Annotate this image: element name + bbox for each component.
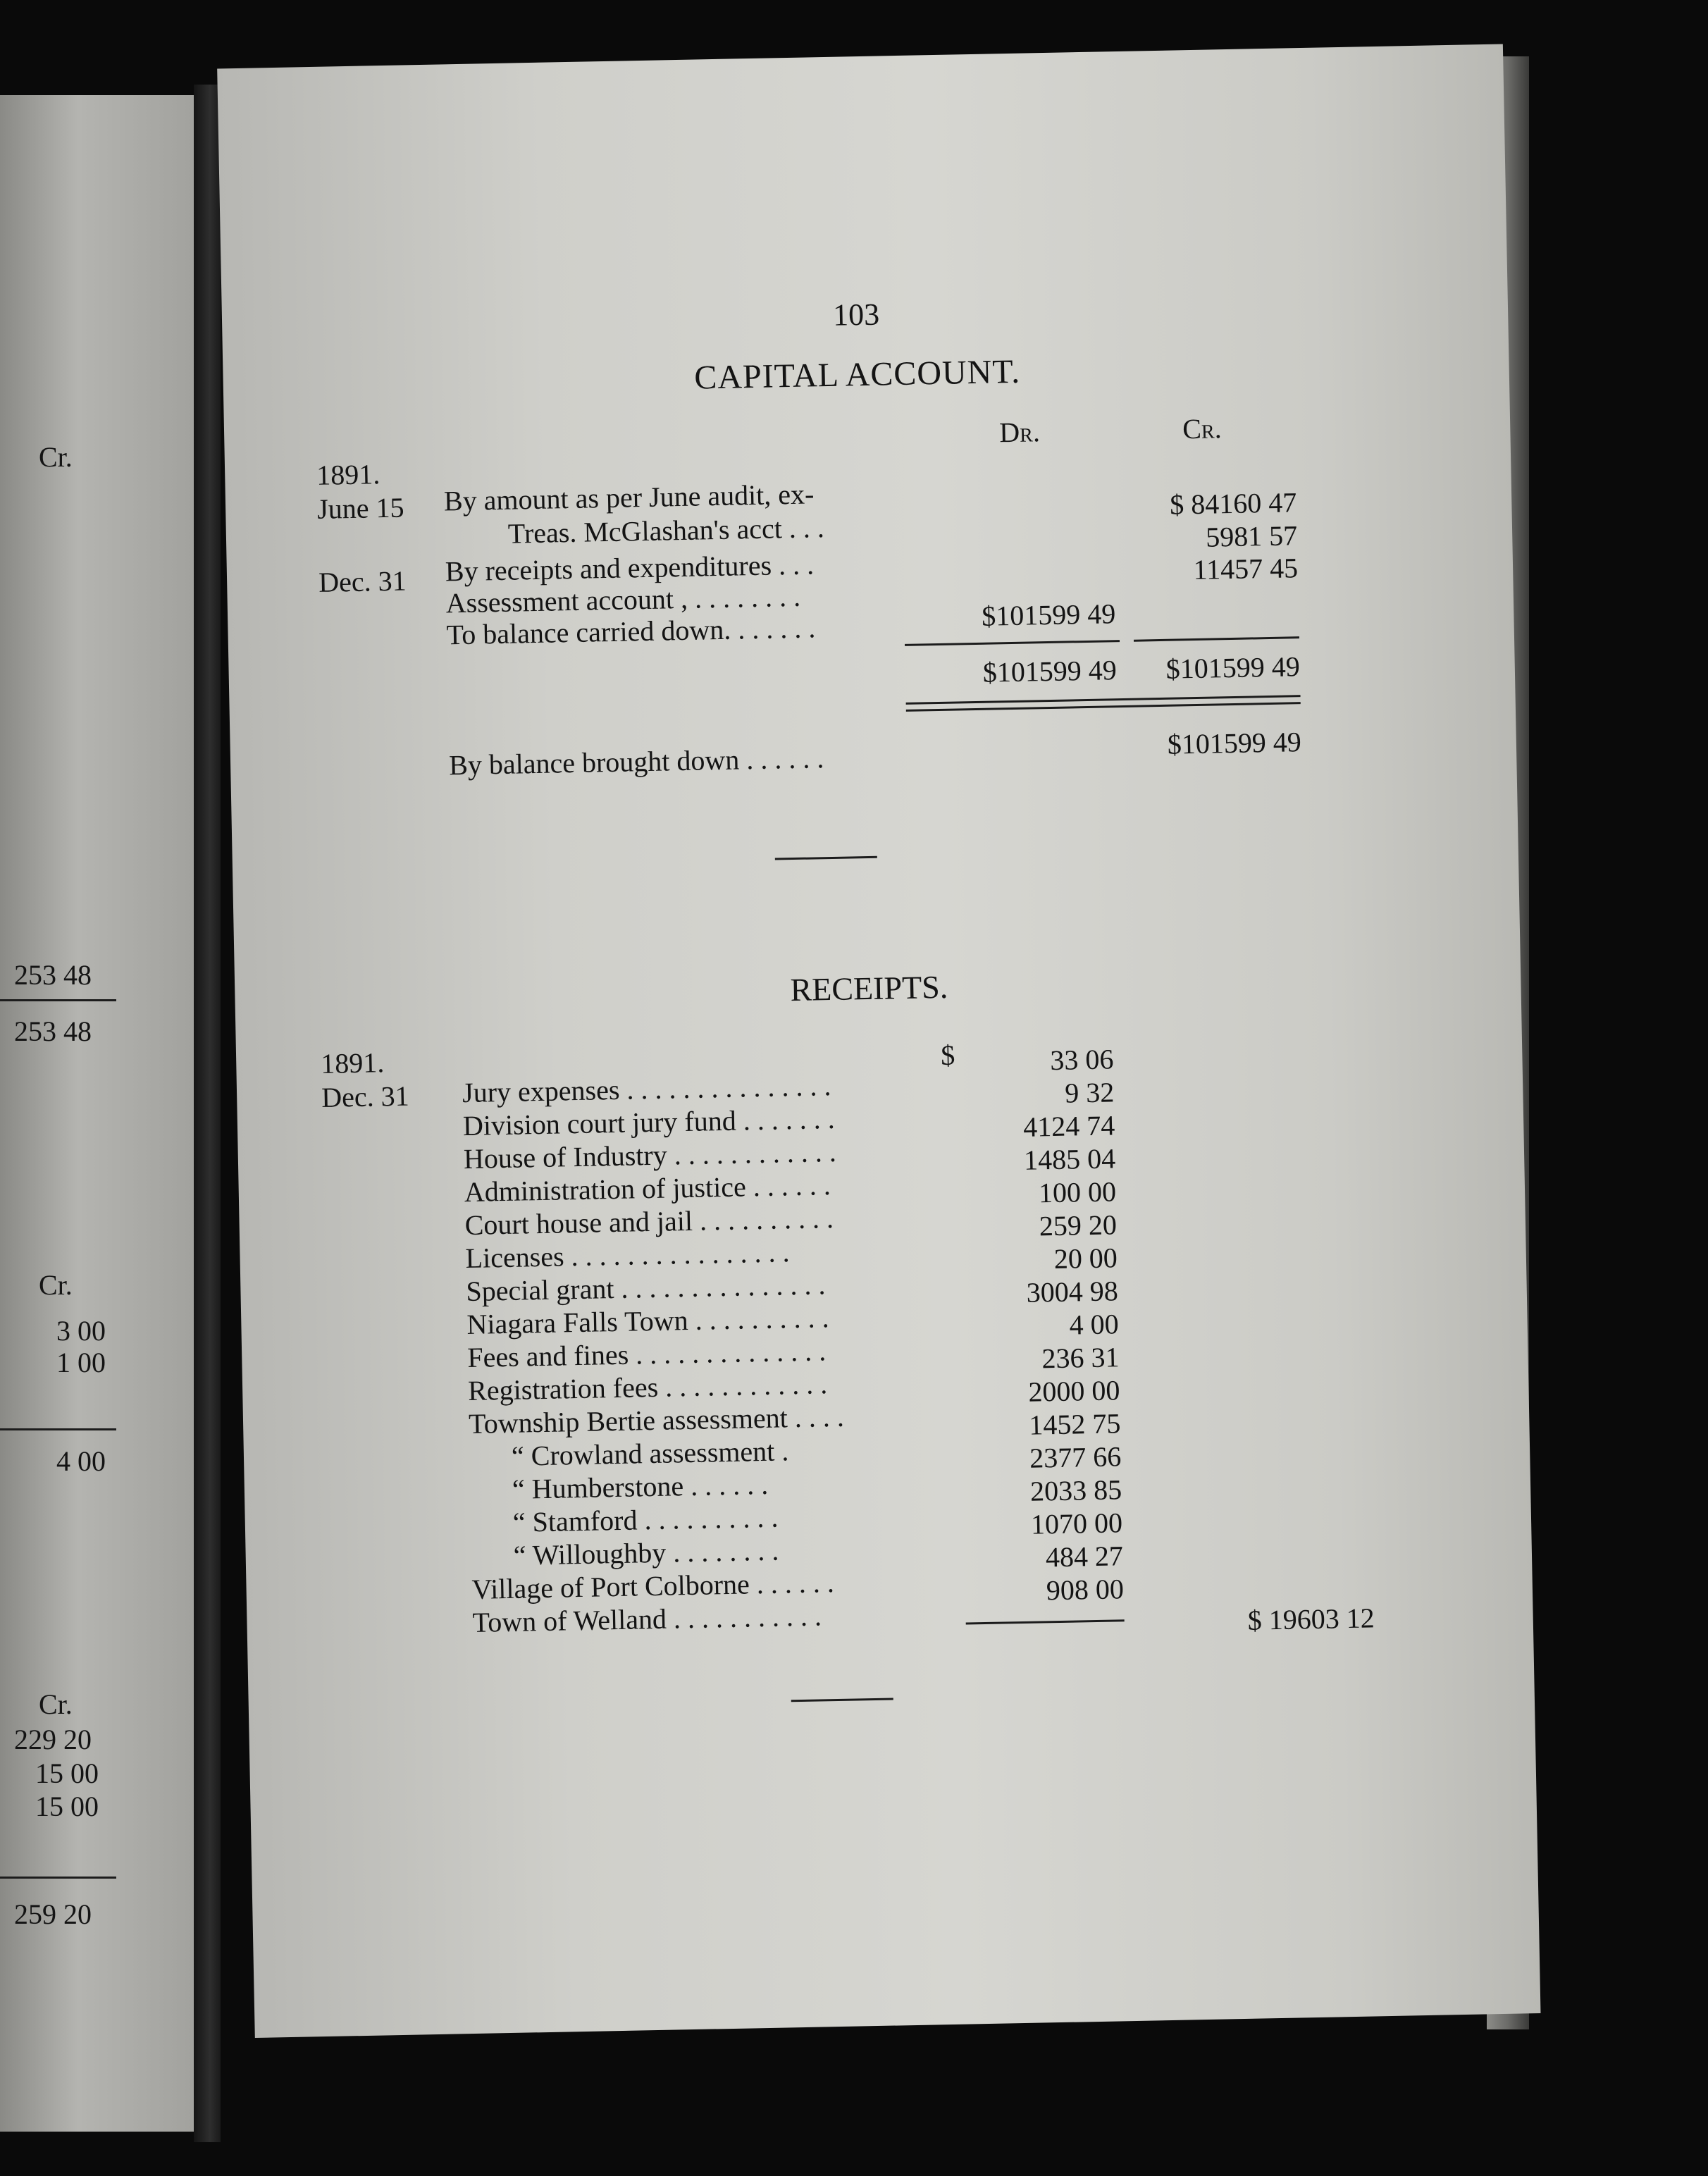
capital-account-title: CAPITAL ACCOUNT. xyxy=(693,352,1021,397)
entry-text: To balance carried down. . . . . . . xyxy=(446,612,816,651)
dr-column-heading: Dr. xyxy=(998,416,1041,449)
balance-text: By balance brought down . . . . . . xyxy=(448,742,824,781)
left-rule xyxy=(0,1877,116,1879)
receipts-subtotal-rule xyxy=(966,1619,1125,1624)
cr-amount: 11457 45 xyxy=(1193,552,1299,586)
entry-date: June 15 xyxy=(316,491,404,525)
receipt-label: Court house and jail . . . . . . . . . . xyxy=(464,1202,834,1242)
page-103 xyxy=(217,44,1540,2038)
left-amount: 1 00 xyxy=(56,1347,106,1378)
receipt-amount: 908 00 xyxy=(1046,1573,1125,1607)
receipt-label: Licenses . . . . . . . . . . . . . . . . xyxy=(465,1236,790,1275)
page-number: 103 xyxy=(832,297,880,333)
cr-amount: 5981 57 xyxy=(1205,519,1298,553)
book-gutter xyxy=(194,85,221,2142)
left-rule xyxy=(0,999,116,1001)
receipt-label: Town of Welland . . . . . . . . . . . xyxy=(472,1600,822,1638)
receipts-date: Dec. 31 xyxy=(321,1080,410,1113)
left-cr-heading-3: Cr. xyxy=(39,1688,73,1720)
capital-year: 1891. xyxy=(316,458,380,491)
dr-total: $101599 49 xyxy=(982,654,1118,688)
receipt-label: Jury expenses . . . . . . . . . . . . . . . xyxy=(462,1070,831,1109)
left-cr-heading-1: Cr. xyxy=(39,441,73,473)
section-divider xyxy=(791,1698,893,1702)
left-amount: 3 00 xyxy=(56,1315,106,1347)
left-amount: 15 00 xyxy=(35,1757,99,1789)
receipt-label: Township Bertie assessment . . . . xyxy=(468,1400,845,1440)
left-page xyxy=(0,95,194,2132)
balance-cr-amount: $101599 49 xyxy=(1167,726,1302,760)
left-amount: 253 48 xyxy=(14,959,92,991)
receipt-amount: 236 31 xyxy=(1041,1341,1120,1375)
receipt-amount: 1070 00 xyxy=(1030,1507,1123,1540)
left-amount: 4 00 xyxy=(56,1445,106,1477)
dr-amount: $101599 49 xyxy=(981,598,1116,632)
receipt-label: Registration fees . . . . . . . . . . . . xyxy=(467,1368,828,1407)
receipt-label: “ Willoughby . . . . . . . . xyxy=(513,1534,779,1571)
double-rule xyxy=(906,695,1301,712)
entry-date: Dec. 31 xyxy=(318,564,407,598)
entry-text: By receipts and expenditures . . . xyxy=(445,548,815,588)
receipt-amount: 33 06 xyxy=(1049,1043,1114,1077)
receipt-label: “ Humberstone . . . . . . xyxy=(512,1468,769,1505)
receipt-amount: 3004 98 xyxy=(1026,1275,1119,1309)
receipt-label: “ Crowland assessment . xyxy=(511,1435,789,1472)
receipt-amount: 2033 85 xyxy=(1029,1473,1122,1507)
receipt-amount: 259 20 xyxy=(1039,1208,1118,1242)
receipt-amount: 1452 75 xyxy=(1028,1407,1121,1441)
cr-subtotal-rule xyxy=(1134,636,1299,642)
receipt-amount: 1485 04 xyxy=(1023,1142,1116,1176)
left-amount: 253 48 xyxy=(14,1015,92,1047)
dr-subtotal-rule xyxy=(905,640,1120,646)
receipt-amount: 2377 66 xyxy=(1029,1440,1122,1474)
receipts-dollar-sign: $ xyxy=(940,1039,955,1072)
entry-text: By amount as per June audit, ex- xyxy=(443,478,815,517)
receipt-amount: 100 00 xyxy=(1038,1175,1117,1209)
receipt-amount: 484 27 xyxy=(1045,1540,1124,1574)
cr-amount: $ 84160 47 xyxy=(1169,486,1297,521)
receipt-amount: 2000 00 xyxy=(1027,1374,1120,1408)
receipt-label: Special grant . . . . . . . . . . . . . . . xyxy=(466,1268,826,1308)
receipt-label: Village of Port Colborne . . . . . . xyxy=(471,1566,835,1605)
receipt-label: Administration of justice . . . . . . xyxy=(464,1169,831,1208)
receipt-label: Niagara Falls Town . . . . . . . . . . xyxy=(466,1302,829,1341)
receipts-total: $ 19603 12 xyxy=(1247,1602,1375,1636)
receipt-amount: 4124 74 xyxy=(1022,1109,1115,1143)
receipts-title: RECEIPTS. xyxy=(790,968,948,1008)
receipt-amount: 4 00 xyxy=(1069,1308,1120,1341)
cr-total: $101599 49 xyxy=(1165,650,1301,685)
entry-text: Treas. McGlashan's acct . . . xyxy=(507,512,825,550)
left-cr-heading-2: Cr. xyxy=(39,1269,73,1301)
left-amount: 229 20 xyxy=(14,1724,92,1755)
left-amount: 15 00 xyxy=(35,1791,99,1822)
receipt-label: House of Industry . . . . . . . . . . . . xyxy=(463,1135,837,1175)
left-amount: 259 20 xyxy=(14,1898,92,1930)
entry-text: Assessment account , . . . . . . . . xyxy=(445,580,801,619)
receipts-year: 1891. xyxy=(320,1046,385,1080)
receipt-label: Division court jury fund . . . . . . . xyxy=(462,1102,836,1142)
left-rule xyxy=(0,1428,116,1430)
receipt-amount: 9 32 xyxy=(1064,1076,1115,1109)
section-divider xyxy=(775,856,877,860)
cr-column-heading: Cr. xyxy=(1182,412,1223,445)
receipt-label: Fees and fines . . . . . . . . . . . . . . xyxy=(466,1335,827,1374)
receipt-label: “ Stamford . . . . . . . . . . xyxy=(512,1501,779,1538)
receipt-amount: 20 00 xyxy=(1053,1242,1118,1275)
